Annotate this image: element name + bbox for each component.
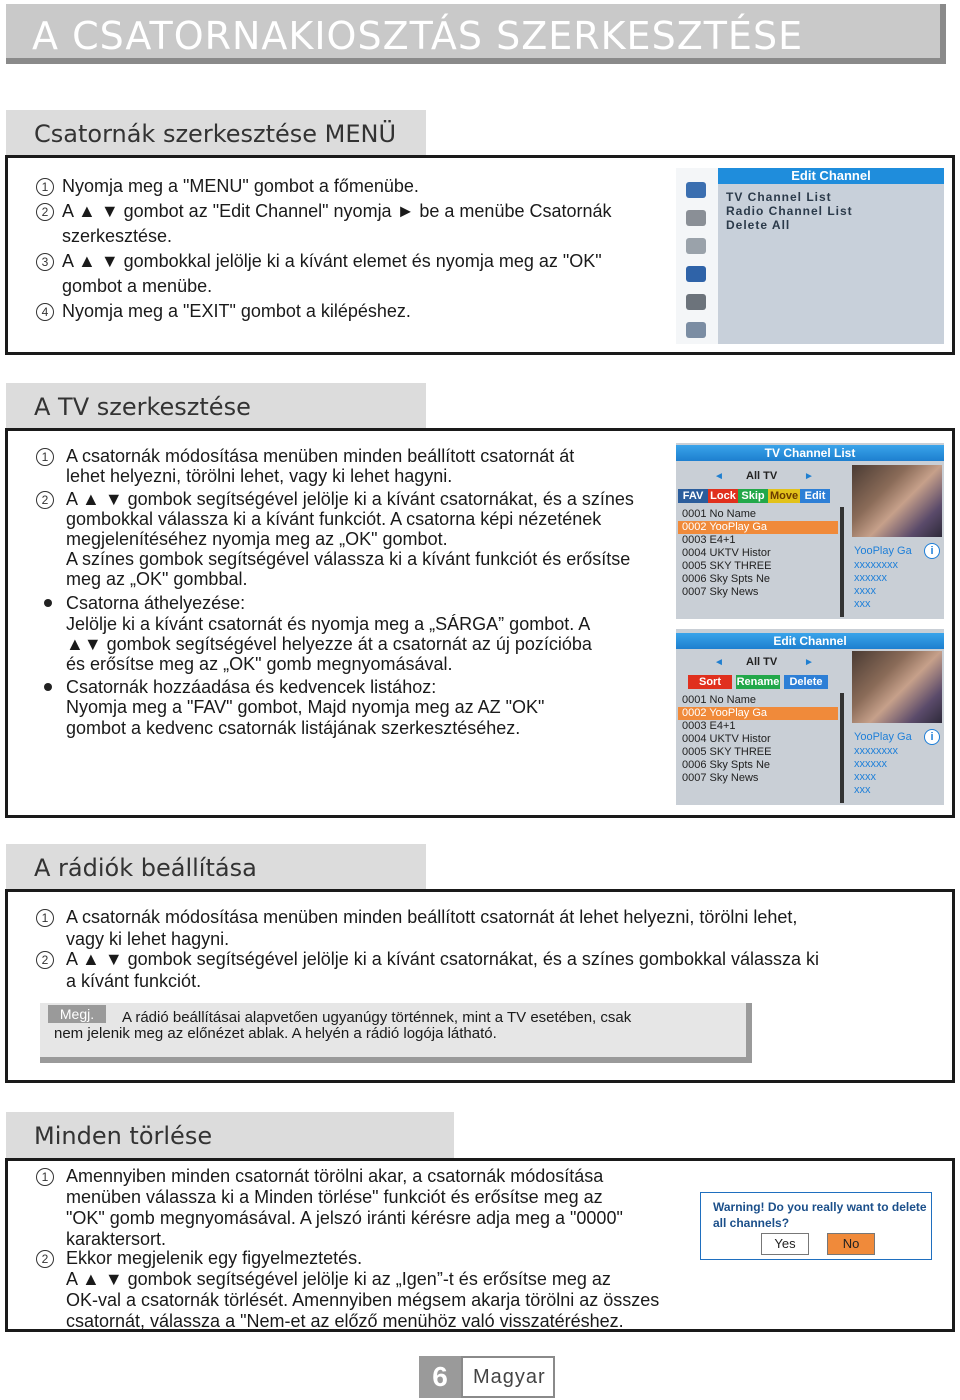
settings-icon xyxy=(686,322,706,338)
bullet-heading: Csatorna áthelyezése: xyxy=(66,593,246,613)
step-text: a kívánt funkciót. xyxy=(66,971,202,991)
channel-row[interactable]: 0006 Sky Spts Ne xyxy=(682,573,771,585)
scrollbar[interactable] xyxy=(840,693,844,803)
step-text: és erősítse meg az „OK" gomb megnyomásával. xyxy=(66,654,453,674)
step-text: csatornát, válassza a "Nem-et az előző menühöz való visszatéréshez. xyxy=(66,1311,624,1331)
step-text: vagy ki lehet hagyni. xyxy=(66,929,230,949)
section-heading-menu: Csatornák szerkesztése MENÜ xyxy=(6,110,426,156)
channel-row[interactable]: 0005 SKY THREE xyxy=(682,746,772,758)
step-text: menüben válassza ki a Minden törlése" funkciót és erősítse meg az xyxy=(66,1187,603,1207)
move-button[interactable]: Move xyxy=(769,490,799,502)
delete-button[interactable]: Delete xyxy=(784,675,828,689)
step-text: Jelölje ki a kívánt csatornát és nyomja meg a „SÁRGA” gombot. A xyxy=(66,614,591,634)
step-text: gombot a kedvenc csatornák listájának szerkesztéséhez. xyxy=(66,718,521,738)
info-line: xxxx xyxy=(854,585,876,597)
channel-row[interactable]: 0006 Sky Spts Ne xyxy=(682,759,771,771)
tv-channel-list-screen xyxy=(676,443,944,619)
step-number: 1 xyxy=(36,909,54,927)
channel-row[interactable]: 0001 No Name xyxy=(682,694,756,706)
step-text: Nyomja meg a "FAV" gombot, Majd nyomja meg az AZ "OK" xyxy=(66,697,545,717)
screen-title: Edit Channel xyxy=(718,168,944,184)
network-icon xyxy=(686,294,706,310)
channel-row-selected[interactable]: 0002 YooPlay Ga xyxy=(682,707,768,719)
info-channel-name: YooPlay Ga xyxy=(854,731,912,743)
menu-sidebar xyxy=(676,168,718,344)
warning-message xyxy=(713,1199,927,1231)
fav-button[interactable]: FAV xyxy=(678,489,708,503)
step-text: A ▲ ▼ gombok segítségével jelölje ki az „Igen”-t és erősítse meg az xyxy=(66,1269,611,1289)
step-text: A ▲ ▼ gombok segítségével jelölje ki a kívánt csatornákat, és a színes gombokkal válassza ki xyxy=(66,949,819,969)
channel-row[interactable]: 0003 E4+1 xyxy=(682,720,736,732)
step-number: 1 xyxy=(36,448,54,466)
step-text: szerkesztése. xyxy=(62,226,173,246)
arrow-left-icon[interactable]: ◄ xyxy=(714,471,724,482)
step-text: A csatornák módosítása menüben minden beállított csatornát át xyxy=(66,446,575,466)
step-text: A csatornák módosítása menüben minden beállított csatornát át lehet helyezni, törölni lehet, xyxy=(66,907,798,927)
section-tv-box xyxy=(5,428,955,818)
filter-label: All TV xyxy=(746,656,778,668)
rename-button[interactable]: Rename xyxy=(736,676,780,688)
step-text: Nyomja meg a "EXIT" gombot a kilépéshez. xyxy=(62,301,411,321)
toolbox-icon xyxy=(686,266,706,282)
arrow-right-icon[interactable]: ► xyxy=(804,657,814,668)
info-icon: i xyxy=(924,543,940,559)
step-number: 2 xyxy=(36,491,54,509)
info-line: xxxxxx xyxy=(854,758,887,770)
arrow-left-icon[interactable]: ◄ xyxy=(714,657,724,668)
bullet xyxy=(44,683,52,691)
tv-icon xyxy=(686,182,706,198)
note-tag: Megj. xyxy=(48,1005,106,1023)
channel-row[interactable]: 0004 UKTV Histor xyxy=(682,733,771,745)
info-line: xxxxxxxx xyxy=(854,745,898,757)
step-text: karaktersort. xyxy=(66,1229,167,1249)
screen-title: Edit Channel xyxy=(676,633,944,649)
step-text: Amennyiben minden csatornát törölni akar, a csatornák módosítása xyxy=(66,1166,604,1186)
screen-title: TV Channel List xyxy=(676,445,944,461)
menu-item-tv-channel-list[interactable]: TV Channel List xyxy=(726,190,832,204)
bullet-heading: Csatornák hozzáadása és kedvencek listához: xyxy=(66,677,437,697)
step-text: Ekkor megjelenik egy figyelmeztetés. xyxy=(66,1248,363,1268)
section-heading-tv: A TV szerkesztése xyxy=(6,383,426,429)
page-title: A CSATORNAKIOSZTÁS SZERKESZTÉSE xyxy=(32,14,804,58)
lock-button[interactable]: Lock xyxy=(708,489,738,503)
step-number: 2 xyxy=(36,203,54,221)
info-line: xxxx xyxy=(854,771,876,783)
step-number: 2 xyxy=(36,951,54,969)
bullet xyxy=(44,599,52,607)
note-box xyxy=(40,1003,752,1063)
edit-button[interactable]: Edit xyxy=(800,489,830,503)
info-icon: i xyxy=(924,729,940,745)
info-line: xxx xyxy=(854,784,871,796)
filter-label: All TV xyxy=(746,470,778,482)
channel-row[interactable]: 0004 UKTV Histor xyxy=(682,547,771,559)
step-text: OK-val a csatornák törlését. Amennyiben mégsem akarja törölni az összes xyxy=(66,1290,660,1310)
warning-dialog xyxy=(700,1192,932,1260)
menu-item-delete-all[interactable]: Delete All xyxy=(726,218,791,232)
step-text: meg az „OK" gombbal. xyxy=(66,569,248,589)
skip-button[interactable]: Skip xyxy=(738,489,768,503)
step-number: 1 xyxy=(36,178,54,196)
warning-line: all channels? xyxy=(713,1216,790,1230)
scrollbar[interactable] xyxy=(840,507,844,617)
step-text: megjelenítéséhez nyomja meg az „OK" gombot. xyxy=(66,529,448,549)
info-line: xxxxxx xyxy=(854,572,887,584)
step-number: 3 xyxy=(36,253,54,271)
yes-button[interactable]: Yes xyxy=(761,1233,809,1255)
section-heading-delete-all: Minden törlése xyxy=(6,1112,454,1158)
warning-line: Warning! Do you really want to delete xyxy=(713,1200,927,1214)
step-text: lehet helyezni, törölni lehet, vagy ki lehet hagyni. xyxy=(66,466,453,486)
note-text: nem jelenik meg az előnézet ablak. A helyén a rádió logója látható. xyxy=(54,1025,497,1042)
search-icon xyxy=(686,238,706,254)
step-text: A ▲ ▼ gombot az "Edit Channel" nyomja ► be a menübe Csatornák xyxy=(62,201,612,221)
step-number: 1 xyxy=(36,1168,54,1186)
step-text: A ▲ ▼ gombok segítségével jelölje ki a kívánt csatornákat, és a színes xyxy=(66,489,634,509)
preview-image xyxy=(852,465,942,537)
step-text: ▲▼ gombok segítségével helyezze át a csatornát az új pozícióba xyxy=(66,634,592,654)
info-line: xxxxxxxx xyxy=(854,559,898,571)
step-number: 2 xyxy=(36,1250,54,1268)
edit-channel-list-screen xyxy=(676,629,944,805)
channel-row[interactable]: 0007 Sky News xyxy=(682,772,759,784)
page-title-bar xyxy=(6,4,946,64)
section-menu-box xyxy=(5,155,955,355)
step-text: A színes gombok segítségével válassza ki a kívánt funkciót és erősítse xyxy=(66,549,631,569)
channel-row[interactable]: 0001 No Name xyxy=(682,508,756,520)
step-text: A ▲ ▼ gombokkal jelölje ki a kívánt elemet és nyomja meg az "OK" xyxy=(62,251,602,271)
channel-row[interactable]: 0005 SKY THREE xyxy=(682,560,772,572)
step-text: gombot a menübe. xyxy=(62,276,213,296)
language-label: Magyar xyxy=(461,1356,555,1398)
info-line: xxx xyxy=(854,598,871,610)
tools-icon xyxy=(686,210,706,226)
step-text: "OK" gomb megnyomásával. A jelszó iránti kérésre adja meg a "0000" xyxy=(66,1208,623,1228)
page-number: 6 xyxy=(419,1356,461,1398)
step-text: gombokkal válassza ki a kívánt funkciót. A csatorna képi nézetének xyxy=(66,509,602,529)
preview-image xyxy=(852,651,942,723)
step-number: 4 xyxy=(36,303,54,321)
step-text: Nyomja meg a "MENU" gombot a főmenübe. xyxy=(62,176,419,196)
arrow-right-icon[interactable]: ► xyxy=(804,471,814,482)
note-text: A rádió beállításai alapvetően ugyanúgy történnek, mint a TV esetében, csak xyxy=(122,1009,632,1026)
channel-row[interactable]: 0003 E4+1 xyxy=(682,534,736,546)
info-channel-name: YooPlay Ga xyxy=(854,545,912,557)
sort-button[interactable]: Sort xyxy=(688,675,732,689)
channel-row-selected[interactable]: 0002 YooPlay Ga xyxy=(682,521,768,533)
menu-item-radio-channel-list[interactable]: Radio Channel List xyxy=(726,204,853,218)
section-heading-radio: A rádiók beállítása xyxy=(6,844,426,890)
edit-channel-screen xyxy=(718,168,944,344)
channel-row[interactable]: 0007 Sky News xyxy=(682,586,759,598)
no-button[interactable]: No xyxy=(827,1233,875,1255)
